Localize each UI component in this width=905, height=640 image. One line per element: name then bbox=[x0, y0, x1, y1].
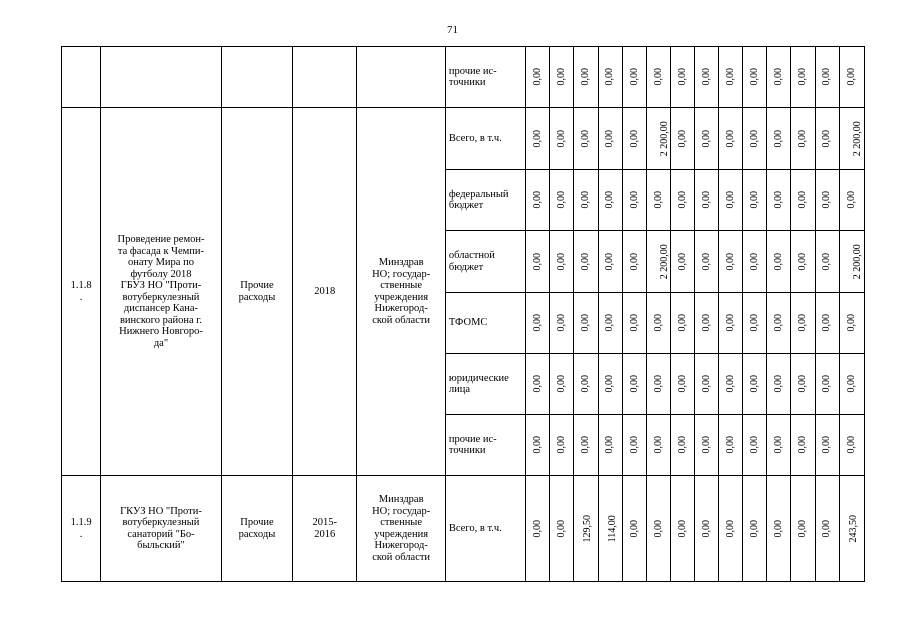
value-text: 0,00 bbox=[556, 68, 568, 86]
value-cell bbox=[767, 476, 791, 582]
value-text: 0,00 bbox=[773, 68, 785, 86]
value-text: 0,00 bbox=[797, 129, 809, 148]
value-cell bbox=[767, 108, 791, 170]
value-cell bbox=[719, 170, 743, 231]
value-cell bbox=[743, 415, 767, 476]
value-cell bbox=[598, 231, 622, 293]
value-cell bbox=[767, 47, 791, 108]
funding-source: прочие ис- точники bbox=[445, 415, 525, 476]
funding-source: ТФОМС bbox=[445, 293, 525, 354]
value-text: 0,00 bbox=[628, 314, 640, 332]
value-cell bbox=[791, 293, 815, 354]
value-cell bbox=[743, 293, 767, 354]
value-cell bbox=[743, 354, 767, 415]
value-cell bbox=[695, 354, 719, 415]
value-cell bbox=[646, 108, 670, 170]
value-cell bbox=[695, 476, 719, 582]
value-cell bbox=[767, 415, 791, 476]
value-cell bbox=[622, 476, 646, 582]
value-cell bbox=[695, 293, 719, 354]
value-cell bbox=[743, 231, 767, 293]
value-text: 0,00 bbox=[652, 375, 664, 393]
value-cell bbox=[791, 415, 815, 476]
value-cell bbox=[767, 231, 791, 293]
value-cell bbox=[670, 293, 694, 354]
value-text: 0,00 bbox=[700, 191, 712, 209]
value-cell bbox=[574, 476, 598, 582]
value-text: 0,00 bbox=[749, 436, 761, 454]
value-text: 0,00 bbox=[652, 436, 664, 454]
value-text: 2 200,00 bbox=[851, 121, 863, 156]
value-cell bbox=[622, 47, 646, 108]
expense-type: Прочие расходы bbox=[221, 476, 292, 582]
value-text: 0,00 bbox=[604, 252, 616, 271]
value-text: 0,00 bbox=[797, 436, 809, 454]
value-text: 0,00 bbox=[749, 314, 761, 332]
value-text: 0,00 bbox=[676, 436, 688, 454]
value-cell bbox=[550, 231, 574, 293]
value-cell bbox=[526, 415, 550, 476]
value-text: 0,00 bbox=[652, 68, 664, 86]
value-text: 0,00 bbox=[846, 191, 858, 209]
value-text: 2 200,00 bbox=[658, 121, 670, 156]
value-text: 0,00 bbox=[749, 191, 761, 209]
value-cell bbox=[839, 415, 864, 476]
value-text: 0,00 bbox=[532, 191, 544, 209]
value-cell bbox=[791, 170, 815, 231]
value-cell bbox=[622, 415, 646, 476]
value-text: 0,00 bbox=[749, 68, 761, 86]
value-text: 0,00 bbox=[846, 314, 858, 332]
value-cell bbox=[670, 476, 694, 582]
value-text: 0,00 bbox=[556, 191, 568, 209]
value-text: 0,00 bbox=[797, 252, 809, 271]
value-cell bbox=[719, 354, 743, 415]
funding-source: Всего, в т.ч. bbox=[445, 476, 525, 582]
value-text: 0,00 bbox=[556, 436, 568, 454]
value-cell bbox=[743, 170, 767, 231]
years bbox=[293, 47, 357, 108]
value-cell bbox=[719, 476, 743, 582]
value-text: 0,00 bbox=[773, 519, 785, 538]
value-cell bbox=[670, 354, 694, 415]
value-text: 0,00 bbox=[676, 68, 688, 86]
value-text: 0,00 bbox=[676, 314, 688, 332]
value-text: 0,00 bbox=[556, 129, 568, 148]
value-cell bbox=[719, 415, 743, 476]
value-cell bbox=[574, 170, 598, 231]
value-text: 0,00 bbox=[580, 68, 592, 86]
value-text: 0,00 bbox=[773, 375, 785, 393]
value-cell bbox=[839, 354, 864, 415]
value-text: 0,00 bbox=[749, 519, 761, 538]
funding-source: юридические лица bbox=[445, 354, 525, 415]
value-text: 0,00 bbox=[676, 191, 688, 209]
measure-name: Проведение ремон- та фасада к Чемпи- онату Мира по футболу 2018 ГБУЗ НО "Проти- вотуберкулезный диспансер Кана- винского района г. Нижнего Новгоро- да" bbox=[101, 108, 222, 476]
value-cell bbox=[719, 231, 743, 293]
value-text: 0,00 bbox=[604, 375, 616, 393]
table-row bbox=[62, 108, 865, 170]
value-text: 0,00 bbox=[821, 191, 833, 209]
value-text: 0,00 bbox=[821, 252, 833, 271]
value-cell bbox=[767, 293, 791, 354]
value-text: 0,00 bbox=[797, 519, 809, 538]
value-text: 114,00 bbox=[606, 514, 618, 543]
value-text: 0,00 bbox=[652, 314, 664, 332]
value-cell bbox=[695, 47, 719, 108]
value-text: 0,00 bbox=[700, 129, 712, 148]
value-cell bbox=[839, 170, 864, 231]
row-number: 1.1.8 . bbox=[62, 108, 101, 476]
value-cell bbox=[550, 108, 574, 170]
value-cell bbox=[791, 108, 815, 170]
value-cell bbox=[815, 231, 839, 293]
value-cell bbox=[743, 47, 767, 108]
value-text: 0,00 bbox=[580, 129, 592, 148]
value-text: 0,00 bbox=[700, 68, 712, 86]
value-cell bbox=[574, 293, 598, 354]
value-text: 0,00 bbox=[724, 436, 736, 454]
value-text: 0,00 bbox=[532, 436, 544, 454]
value-text: 0,00 bbox=[797, 375, 809, 393]
value-cell bbox=[574, 47, 598, 108]
value-text: 0,00 bbox=[773, 314, 785, 332]
value-text: 0,00 bbox=[821, 129, 833, 148]
value-text: 0,00 bbox=[700, 314, 712, 332]
value-cell bbox=[622, 354, 646, 415]
row-number: 1.1.9 . bbox=[62, 476, 101, 582]
value-text: 0,00 bbox=[628, 375, 640, 393]
value-cell bbox=[791, 354, 815, 415]
value-text: 0,00 bbox=[700, 436, 712, 454]
value-text: 129,50 bbox=[582, 514, 594, 543]
value-text: 0,00 bbox=[724, 129, 736, 148]
value-cell bbox=[622, 170, 646, 231]
value-text: 0,00 bbox=[676, 375, 688, 393]
value-cell bbox=[550, 415, 574, 476]
value-cell bbox=[815, 415, 839, 476]
value-text: 0,00 bbox=[652, 519, 664, 538]
value-cell bbox=[791, 476, 815, 582]
value-cell bbox=[646, 415, 670, 476]
value-cell bbox=[622, 231, 646, 293]
value-cell bbox=[550, 170, 574, 231]
value-cell bbox=[695, 415, 719, 476]
value-text: 0,00 bbox=[532, 252, 544, 271]
value-cell bbox=[598, 415, 622, 476]
value-text: 0,00 bbox=[628, 191, 640, 209]
value-text: 0,00 bbox=[628, 519, 640, 538]
value-cell bbox=[815, 293, 839, 354]
value-cell bbox=[815, 170, 839, 231]
value-text: 0,00 bbox=[580, 314, 592, 332]
value-text: 0,00 bbox=[580, 375, 592, 393]
value-text: 0,00 bbox=[724, 314, 736, 332]
value-text: 0,00 bbox=[628, 129, 640, 148]
value-text: 0,00 bbox=[700, 375, 712, 393]
expense-type bbox=[221, 47, 292, 108]
value-cell bbox=[695, 170, 719, 231]
value-text: 0,00 bbox=[821, 314, 833, 332]
value-text: 0,00 bbox=[749, 375, 761, 393]
value-text: 0,00 bbox=[604, 191, 616, 209]
value-cell bbox=[526, 231, 550, 293]
value-text: 0,00 bbox=[532, 375, 544, 393]
value-text: 0,00 bbox=[821, 375, 833, 393]
value-text: 0,00 bbox=[580, 191, 592, 209]
funding-source: прочие ис- точники bbox=[445, 47, 525, 108]
value-text: 0,00 bbox=[556, 375, 568, 393]
value-cell bbox=[646, 354, 670, 415]
executor: Минздрав НО; государ- ственные учреждения Нижегород- ской области bbox=[357, 108, 445, 476]
table-row bbox=[62, 47, 865, 108]
value-text: 0,00 bbox=[580, 252, 592, 271]
value-cell bbox=[815, 47, 839, 108]
value-text: 0,00 bbox=[724, 252, 736, 271]
value-text: 0,00 bbox=[532, 129, 544, 148]
measure-name: ГКУЗ НО "Проти- вотуберкулезный санаторий "Бо- быльский" bbox=[101, 476, 222, 582]
value-text: 2 200,00 bbox=[658, 244, 670, 279]
value-text: 0,00 bbox=[676, 252, 688, 271]
value-cell bbox=[670, 108, 694, 170]
value-cell bbox=[574, 108, 598, 170]
value-text: 0,00 bbox=[821, 436, 833, 454]
budget-table bbox=[61, 46, 865, 582]
value-cell bbox=[767, 170, 791, 231]
value-cell bbox=[622, 108, 646, 170]
funding-source: областной бюджет bbox=[445, 231, 525, 293]
value-text: 0,00 bbox=[628, 68, 640, 86]
value-cell bbox=[719, 47, 743, 108]
value-text: 0,00 bbox=[604, 129, 616, 148]
value-cell bbox=[791, 231, 815, 293]
value-text: 0,00 bbox=[580, 436, 592, 454]
value-text: 0,00 bbox=[676, 519, 688, 538]
value-text: 0,00 bbox=[700, 252, 712, 271]
value-text: 0,00 bbox=[604, 314, 616, 332]
value-cell bbox=[815, 476, 839, 582]
years: 2018 bbox=[293, 108, 357, 476]
value-cell bbox=[646, 231, 670, 293]
value-text: 0,00 bbox=[773, 436, 785, 454]
value-cell bbox=[526, 354, 550, 415]
value-text: 0,00 bbox=[628, 436, 640, 454]
value-text: 0,00 bbox=[532, 68, 544, 86]
value-cell bbox=[767, 354, 791, 415]
value-cell bbox=[839, 108, 864, 170]
value-cell bbox=[791, 47, 815, 108]
value-cell bbox=[526, 170, 550, 231]
value-cell bbox=[670, 170, 694, 231]
value-cell bbox=[526, 293, 550, 354]
row-number bbox=[62, 47, 101, 108]
value-cell bbox=[646, 293, 670, 354]
value-text: 0,00 bbox=[797, 68, 809, 86]
value-text: 0,00 bbox=[676, 129, 688, 148]
value-cell bbox=[598, 354, 622, 415]
value-text: 0,00 bbox=[797, 314, 809, 332]
value-cell bbox=[646, 47, 670, 108]
value-cell bbox=[815, 108, 839, 170]
value-cell bbox=[743, 476, 767, 582]
value-text: 0,00 bbox=[700, 519, 712, 538]
value-cell bbox=[598, 293, 622, 354]
value-text: 0,00 bbox=[821, 519, 833, 538]
value-cell bbox=[670, 415, 694, 476]
value-cell bbox=[839, 47, 864, 108]
value-cell bbox=[574, 354, 598, 415]
value-text: 2 200,00 bbox=[851, 244, 863, 279]
value-text: 0,00 bbox=[532, 314, 544, 332]
value-cell bbox=[695, 108, 719, 170]
value-text: 0,00 bbox=[556, 314, 568, 332]
value-text: 0,00 bbox=[749, 129, 761, 148]
value-cell bbox=[815, 354, 839, 415]
value-cell bbox=[526, 476, 550, 582]
value-cell bbox=[719, 108, 743, 170]
value-text: 0,00 bbox=[821, 68, 833, 86]
value-cell bbox=[574, 231, 598, 293]
value-cell bbox=[598, 108, 622, 170]
executor: Минздрав НО; государ- ственные учреждения Нижегород- ской области bbox=[357, 476, 445, 582]
table-row bbox=[62, 476, 865, 582]
value-text: 0,00 bbox=[773, 129, 785, 148]
value-cell bbox=[526, 47, 550, 108]
value-text: 0,00 bbox=[846, 375, 858, 393]
value-text: 243,50 bbox=[847, 514, 859, 543]
value-text: 0,00 bbox=[628, 252, 640, 271]
value-cell bbox=[839, 293, 864, 354]
value-cell bbox=[550, 476, 574, 582]
expense-type: Прочие расходы bbox=[221, 108, 292, 476]
value-cell bbox=[598, 476, 622, 582]
value-cell bbox=[622, 293, 646, 354]
value-cell bbox=[670, 47, 694, 108]
value-cell bbox=[646, 170, 670, 231]
value-text: 0,00 bbox=[724, 375, 736, 393]
value-cell bbox=[695, 231, 719, 293]
value-text: 0,00 bbox=[604, 436, 616, 454]
value-cell bbox=[526, 108, 550, 170]
value-text: 0,00 bbox=[773, 191, 785, 209]
value-cell bbox=[743, 108, 767, 170]
value-text: 0,00 bbox=[724, 519, 736, 538]
executor bbox=[357, 47, 445, 108]
value-cell bbox=[670, 231, 694, 293]
value-text: 0,00 bbox=[724, 68, 736, 86]
years: 2015- 2016 bbox=[293, 476, 357, 582]
value-text: 0,00 bbox=[797, 191, 809, 209]
value-cell bbox=[598, 170, 622, 231]
value-text: 0,00 bbox=[604, 68, 616, 86]
value-text: 0,00 bbox=[556, 519, 568, 538]
value-text: 0,00 bbox=[724, 191, 736, 209]
value-text: 0,00 bbox=[846, 436, 858, 454]
measure-name bbox=[101, 47, 222, 108]
value-text: 0,00 bbox=[532, 519, 544, 538]
page-number: 71 bbox=[447, 24, 458, 36]
funding-source: федеральный бюджет bbox=[445, 170, 525, 231]
value-text: 0,00 bbox=[652, 191, 664, 209]
value-text: 0,00 bbox=[556, 252, 568, 271]
value-cell bbox=[550, 293, 574, 354]
value-cell bbox=[550, 354, 574, 415]
value-cell bbox=[839, 476, 864, 582]
value-text: 0,00 bbox=[749, 252, 761, 271]
funding-source: Всего, в т.ч. bbox=[445, 108, 525, 170]
value-cell bbox=[550, 47, 574, 108]
value-cell bbox=[839, 231, 864, 293]
value-cell bbox=[598, 47, 622, 108]
value-cell bbox=[719, 293, 743, 354]
value-cell bbox=[646, 476, 670, 582]
value-text: 0,00 bbox=[773, 252, 785, 271]
value-cell bbox=[574, 415, 598, 476]
value-text: 0,00 bbox=[846, 68, 858, 86]
